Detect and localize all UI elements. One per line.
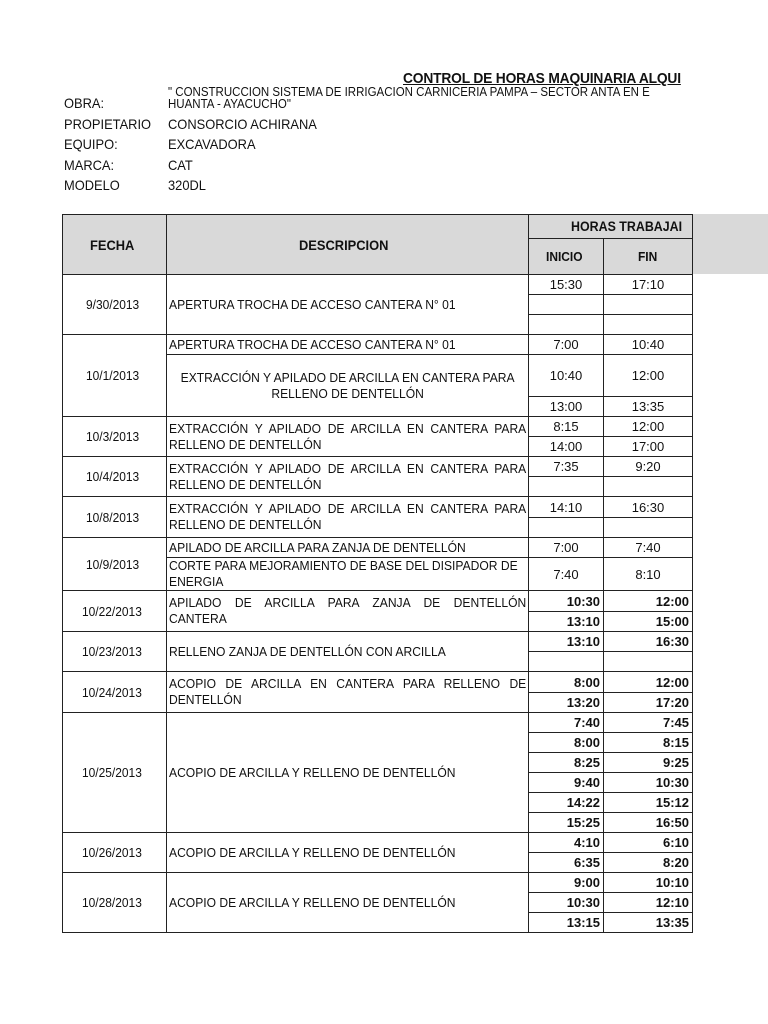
descripcion-text: APERTURA TROCHA DE ACCESO CANTERA N° 01 <box>169 296 456 312</box>
inicio-cell: 10:30 <box>529 591 604 612</box>
obra-value <box>168 86 650 112</box>
fecha-text: 10/26/2013 <box>81 845 142 860</box>
propietario-value: CONSORCIO ACHIRANA <box>168 116 317 132</box>
descripcion-cell <box>167 632 529 672</box>
fecha-cell <box>63 672 167 713</box>
inicio-cell: 15:25 <box>529 813 604 833</box>
inicio-cell: 9:00 <box>529 873 604 893</box>
inicio-cell <box>529 295 604 315</box>
fecha-cell <box>63 873 167 933</box>
inicio-cell: 13:15 <box>529 913 604 933</box>
descripcion-text: EXTRACCIÓN Y APILADO DE ARCILLA EN CANTERA PARA RELLENO DE DENTELLÓN <box>169 460 527 492</box>
inicio-cell: 8:00 <box>529 733 604 753</box>
fecha-text: 10/22/2013 <box>81 603 142 619</box>
fecha-cell <box>63 457 167 497</box>
obra-value-line1: " CONSTRUCCION SISTEMA DE IRRIGACION CARNICERIA PAMPA – SECTOR ANTA EN E <box>168 86 650 99</box>
fin-cell: 6:10 <box>604 833 693 853</box>
fecha-cell <box>63 632 167 672</box>
fecha-text: 10/8/2013 <box>85 509 139 525</box>
inicio-cell: 13:10 <box>529 612 604 632</box>
inicio-cell: 6:35 <box>529 853 604 873</box>
descripcion-text: RELLENO ZANJA DE DENTELLÓN CON ARCILLA <box>169 643 446 659</box>
inicio-cell: 8:15 <box>529 417 604 437</box>
inicio-cell: 15:30 <box>529 275 604 295</box>
inicio-cell: 7:00 <box>529 538 604 558</box>
fin-cell: 12:00 <box>604 417 693 437</box>
descripcion-cell <box>167 873 529 933</box>
table-row <box>63 833 693 853</box>
descripcion-cell <box>167 417 529 457</box>
table-body <box>63 275 693 933</box>
fin-cell: 9:20 <box>604 457 693 477</box>
inicio-cell: 13:00 <box>529 397 604 417</box>
inicio-cell: 13:10 <box>529 632 604 652</box>
fecha-cell <box>63 833 167 873</box>
inicio-cell: 14:22 <box>529 793 604 813</box>
descripcion-text: EXTRACCIÓN Y APILADO DE ARCILLA EN CANTERA PARA RELLENO DE DENTELLÓN <box>169 501 527 532</box>
fin-cell: 10:40 <box>604 335 693 355</box>
table-row <box>63 335 693 355</box>
fin-cell <box>604 315 693 335</box>
descripcion-text: CORTE PARA MEJORAMIENTO DE BASE DEL DISIPADOR DE ENERGIA <box>169 558 518 589</box>
descripcion-text: ACOPIO DE ARCILLA Y RELLENO DE DENTELLÓN <box>169 894 456 910</box>
inicio-cell: 7:40 <box>529 558 604 591</box>
descripcion-cell <box>167 558 529 591</box>
fin-cell <box>604 518 693 538</box>
fin-cell: 17:10 <box>604 275 693 295</box>
fin-cell: 15:12 <box>604 793 693 813</box>
col-horas-header: HORAS TRABAJAI <box>529 215 693 239</box>
table-row <box>63 632 693 652</box>
fin-cell: 8:15 <box>604 733 693 753</box>
fin-cell <box>604 295 693 315</box>
fecha-cell <box>63 538 167 591</box>
inicio-cell: 7:35 <box>529 457 604 477</box>
fecha-cell <box>63 417 167 457</box>
fin-cell: 13:35 <box>604 397 693 417</box>
table-row <box>63 497 693 518</box>
inicio-cell <box>529 518 604 538</box>
inicio-cell: 9:40 <box>529 773 604 793</box>
fecha-text: 10/23/2013 <box>81 644 142 659</box>
fin-cell: 7:45 <box>604 713 693 733</box>
modelo-label: MODELO <box>64 177 120 193</box>
descripcion-cell <box>167 833 529 873</box>
fin-cell: 12:10 <box>604 893 693 913</box>
fin-cell: 15:00 <box>604 612 693 632</box>
fecha-text: 9/30/2013 <box>85 297 139 312</box>
inicio-cell: 8:25 <box>529 753 604 773</box>
fin-cell: 8:10 <box>604 558 693 591</box>
fecha-text: 10/4/2013 <box>85 469 139 484</box>
descripcion-cell <box>167 497 529 538</box>
fin-cell: 7:40 <box>604 538 693 558</box>
descripcion-text: APILADO DE ARCILLA PARA ZANJA DE DENTELLÓN <box>169 539 466 555</box>
col-fecha-header: FECHA <box>63 215 167 275</box>
descripcion-text: EXTRACCIÓN Y APILADO DE ARCILLA EN CANTERA PARA RELLENO DE DENTELLÓN <box>169 420 527 452</box>
inicio-cell: 7:00 <box>529 335 604 355</box>
table-row <box>63 538 693 558</box>
table-row <box>63 275 693 295</box>
fin-cell: 10:30 <box>604 773 693 793</box>
fin-cell: 8:20 <box>604 853 693 873</box>
inicio-cell <box>529 315 604 335</box>
fecha-cell <box>63 713 167 833</box>
descripcion-cell <box>167 591 529 632</box>
inicio-cell: 10:30 <box>529 893 604 913</box>
fin-cell: 12:00 <box>604 355 693 397</box>
fecha-text: 10/1/2013 <box>85 368 139 383</box>
col-descripcion-header: DESCRIPCION <box>167 215 529 275</box>
descripcion-cell <box>167 335 529 355</box>
table-row <box>63 713 693 733</box>
table-header <box>63 215 693 275</box>
descripcion-cell <box>167 275 529 335</box>
fecha-cell <box>63 497 167 538</box>
descripcion-text: ACOPIO DE ARCILLA Y RELLENO DE DENTELLÓN <box>169 844 456 860</box>
descripcion-text: ACOPIO DE ARCILLA EN CANTERA PARA RELLENO DE DENTELLÓN <box>169 676 527 707</box>
fin-cell: 16:30 <box>604 632 693 652</box>
table-row <box>63 672 693 693</box>
fecha-text: 10/28/2013 <box>81 895 142 910</box>
marca-label: MARCA: <box>64 157 115 173</box>
inicio-cell: 14:00 <box>529 437 604 457</box>
equipo-value: EXCAVADORA <box>168 136 256 152</box>
descripcion-cell <box>167 713 529 833</box>
table-row <box>63 457 693 477</box>
inicio-cell: 10:40 <box>529 355 604 397</box>
inicio-cell: 8:00 <box>529 672 604 693</box>
inicio-cell <box>529 477 604 497</box>
fecha-cell <box>63 591 167 632</box>
descripcion-text: APILADO DE ARCILLA PARA ZANJA DE DENTELLÓN CANTERA <box>169 595 527 626</box>
table-row <box>63 417 693 437</box>
descripcion-text: APERTURA TROCHA DE ACCESO CANTERA N° 01 <box>169 336 456 352</box>
inicio-cell: 7:40 <box>529 713 604 733</box>
fecha-text: 10/9/2013 <box>85 556 139 572</box>
fin-cell: 16:50 <box>604 813 693 833</box>
inicio-cell: 4:10 <box>529 833 604 853</box>
equipo-label: EQUIPO: <box>64 136 118 152</box>
fin-cell: 16:30 <box>604 497 693 518</box>
fecha-cell <box>63 275 167 335</box>
col-fin-header: FIN <box>604 239 693 275</box>
fin-cell: 17:20 <box>604 693 693 713</box>
table-row <box>63 873 693 893</box>
fin-cell: 10:10 <box>604 873 693 893</box>
fin-cell: 13:35 <box>604 913 693 933</box>
fin-cell <box>604 477 693 497</box>
descripcion-cell <box>167 355 529 417</box>
fin-cell: 9:25 <box>604 753 693 773</box>
header-fill-band <box>693 214 768 274</box>
hours-table <box>62 214 693 933</box>
descripcion-text: ACOPIO DE ARCILLA Y RELLENO DE DENTELLÓN <box>169 764 456 780</box>
propietario-label: PROPIETARIO <box>64 116 152 132</box>
table-row <box>63 591 693 612</box>
modelo-value: 320DL <box>168 177 206 193</box>
descripcion-text: EXTRACCIÓN Y APILADO DE ARCILLA EN CANTERA PARA RELLENO DE DENTELLÓN <box>180 369 515 401</box>
fin-cell: 17:00 <box>604 437 693 457</box>
fecha-text: 10/25/2013 <box>81 765 142 780</box>
inicio-cell: 14:10 <box>529 497 604 518</box>
fin-cell: 12:00 <box>604 672 693 693</box>
inicio-cell <box>529 652 604 672</box>
obra-value-line2: HUANTA - AYACUCHO" <box>168 97 291 111</box>
col-inicio-header: INICIO <box>529 239 604 275</box>
marca-value: CAT <box>168 157 193 173</box>
fin-cell: 12:00 <box>604 591 693 612</box>
report-title: CONTROL DE HORAS MAQUINARIA ALQUI <box>403 70 681 87</box>
fin-cell <box>604 652 693 672</box>
fecha-text: 10/24/2013 <box>81 684 142 700</box>
fecha-text: 10/3/2013 <box>85 429 139 444</box>
descripcion-cell <box>167 672 529 713</box>
obra-label: OBRA: <box>64 95 105 111</box>
inicio-cell: 13:20 <box>529 693 604 713</box>
fecha-cell <box>63 335 167 417</box>
descripcion-cell <box>167 538 529 558</box>
descripcion-cell <box>167 457 529 497</box>
